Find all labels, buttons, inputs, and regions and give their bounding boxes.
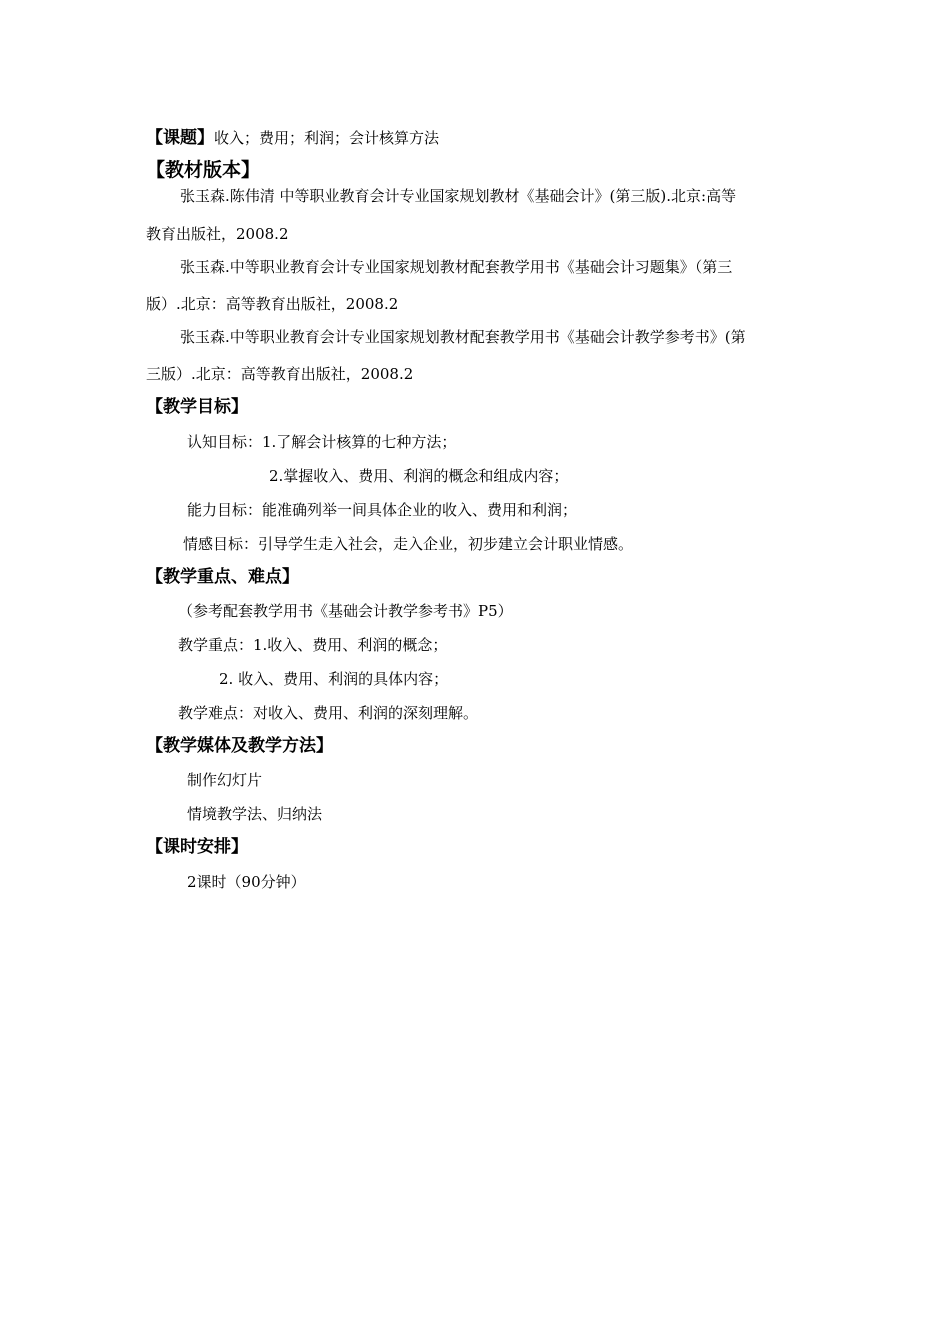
goals-heading: 【教学目标】 bbox=[146, 397, 248, 417]
key-point-1: 教学重点：1.收入、费用、利润的概念； bbox=[178, 636, 448, 654]
textbook-ref-3-line-1: 张玉森.中等职业教育会计专业国家规划教材配套教学用书《基础会计教学参考书》(第 bbox=[180, 328, 746, 346]
textbook-ref-3-line-2: 三版）.北京：高等教育出版社，2008.2 bbox=[146, 365, 414, 383]
textbook-heading: 【教材版本】 bbox=[146, 159, 261, 181]
topic-text: 收入；费用；利润；会计核算方法 bbox=[214, 129, 440, 147]
key-points-reference: （参考配套教学用书《基础会计教学参考书》P5） bbox=[178, 602, 513, 620]
textbook-ref-1-line-1: 张玉森.陈伟清 中等职业教育会计专业国家规划教材《基础会计》(第三版).北京:高等 bbox=[180, 187, 737, 205]
textbook-ref-1-line-2: 教育出版社，2008.2 bbox=[146, 225, 289, 243]
schedule-text: 2课时（90分钟） bbox=[187, 873, 306, 891]
key-point-2: 2. 收入、费用、利润的具体内容； bbox=[219, 670, 449, 688]
goal-ability: 能力目标：能准确列举一间具体企业的收入、费用和利润； bbox=[187, 501, 578, 519]
topic-heading: 【课题】 bbox=[146, 128, 214, 148]
textbook-ref-2-line-2: 版）.北京：高等教育出版社，2008.2 bbox=[146, 295, 399, 313]
key-difficulty: 教学难点：对收入、费用、利润的深刻理解。 bbox=[178, 704, 479, 722]
media-heading: 【教学媒体及教学方法】 bbox=[146, 736, 333, 756]
media-item-1: 制作幻灯片 bbox=[187, 771, 263, 789]
goal-emotion: 情感目标：引导学生走入社会，走入企业，初步建立会计职业情感。 bbox=[183, 535, 634, 553]
media-item-2: 情境教学法、归纳法 bbox=[187, 805, 323, 823]
goal-cognitive-1: 认知目标：1.了解会计核算的七种方法； bbox=[187, 433, 457, 451]
topic-line bbox=[146, 128, 439, 148]
schedule-heading: 【课时安排】 bbox=[146, 837, 248, 857]
goal-cognitive-2: 2.掌握收入、费用、利润的概念和组成内容； bbox=[269, 467, 569, 485]
textbook-ref-2-line-1: 张玉森.中等职业教育会计专业国家规划教材配套教学用书《基础会计习题集》（第三 bbox=[180, 258, 733, 276]
key-points-heading: 【教学重点、难点】 bbox=[146, 567, 299, 587]
